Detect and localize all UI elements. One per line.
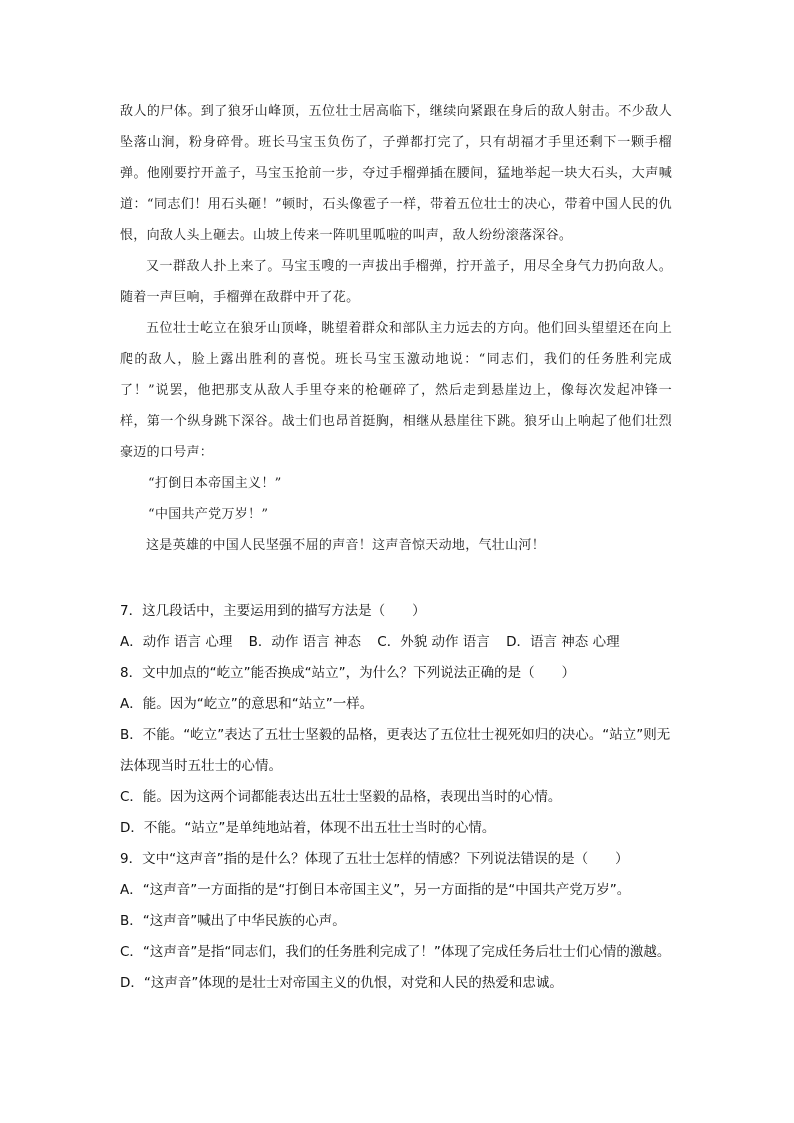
question-9-option-b: B．“这声音”喊出了中华民族的心声。 bbox=[120, 913, 346, 929]
question-8-option-b: B．不能。“屹立”表达了五壮士坚毅的品格，更表达了五位壮士视死如归的决心。“站立”则无法体现当时五壮士的心情。 bbox=[120, 727, 671, 774]
passage-paragraph-2: 又一群敌人扑上来了。马宝玉嗖的一声拔出手榴弹，拧开盖子，用尽全身气力扔向敌人。随着一声巨响，手榴弹在敌群中开了花。 bbox=[120, 259, 672, 305]
passage-paragraph-3: 五位壮士屹立在狼牙山顶峰，眺望着群众和部队主力远去的方向。他们回头望望还在向上爬的敌人，脸上露出胜利的喜悦。班长马宝玉激动地说：“同志们，我们的任务胜利完成了！”说罢，他把那支从敌人手里夺来的枪砸碎了，然后走到悬崖边上，像每次发起冲锋一样，第一个纵身跳下深谷。战士们也昂首挺胸，相继从悬崖往下跳。狼牙山上响起了他们壮烈豪迈的口号声： bbox=[120, 321, 672, 460]
passage-slogan-2: “中国共产党万岁！” bbox=[148, 507, 269, 522]
question-9-stem: 9．文中“这声音”指的是什么？体现了五壮士怎样的情感？下列说法错误的是（ ） bbox=[120, 851, 629, 867]
passage-paragraph-1: 敌人的尸体。到了狼牙山峰顶，五位壮士居高临下，继续向紧跟在身后的敌人射击。不少敌人坠落山涧，粉身碎骨。班长马宝玉负伤了，子弹都打完了，只有胡福才手里还剩下一颗手榴弹。他刚要拧开盖子，马宝玉抢前一步，夺过手榴弹插在腰间，猛地举起一块大石头，大声喊道：“同志们！用石头砸！”顿时，石头像雹子一样，带着五位壮士的决心，带着中国人民的仇恨，向敌人头上砸去。山坡上传来一阵叽里呱啦的叫声，敌人纷纷滚落深谷。 bbox=[120, 104, 672, 243]
question-9-option-d: D．“这声音”体现的是壮士对帝国主义的仇恨，对党和人民的热爱和忠诚。 bbox=[120, 975, 563, 991]
question-9-option-c: C．“这声音”是指“同志们，我们的任务胜利完成了！”体现了完成任务后壮士们心情的激越。 bbox=[120, 944, 671, 960]
question-7-option-a: A．动作 语言 心理 bbox=[120, 634, 233, 650]
reading-passage bbox=[120, 96, 672, 561]
question-section bbox=[120, 596, 676, 999]
question-7-option-c: C．外貌 动作 语言 bbox=[377, 634, 490, 650]
question-8-option-c: C．能。因为这两个词都能表达出五壮士坚毅的品格，表现出当时的心情。 bbox=[120, 789, 562, 805]
question-8-option-d: D．不能。“站立”是单纯地站着，体现不出五壮士当时的心情。 bbox=[120, 820, 496, 836]
question-7-option-d: D．语言 神态 心理 bbox=[506, 634, 620, 650]
question-7-stem: 7．这几段话中，主要运用到的描写方法是（ ） bbox=[120, 603, 426, 619]
question-9-option-a: A．“这声音”一方面指的是“打倒日本帝国主义”，另一方面指的是“中国共产党万岁”。 bbox=[120, 882, 631, 898]
question-8-stem: 8．文中加点的“屹立”能否换成“站立”，为什么？下列说法正确的是（ ） bbox=[120, 665, 576, 681]
question-7-options bbox=[120, 627, 676, 658]
passage-slogan-1: “打倒日本帝国主义！” bbox=[148, 476, 282, 491]
question-7-option-b: B．动作 语言 神态 bbox=[248, 634, 361, 650]
passage-paragraph-closing: 这是英雄的中国人民坚强不屈的声音！这声音惊天动地，气壮山河！ bbox=[146, 538, 546, 553]
question-8-option-a: A．能。因为“屹立”的意思和“站立”一样。 bbox=[120, 696, 374, 712]
